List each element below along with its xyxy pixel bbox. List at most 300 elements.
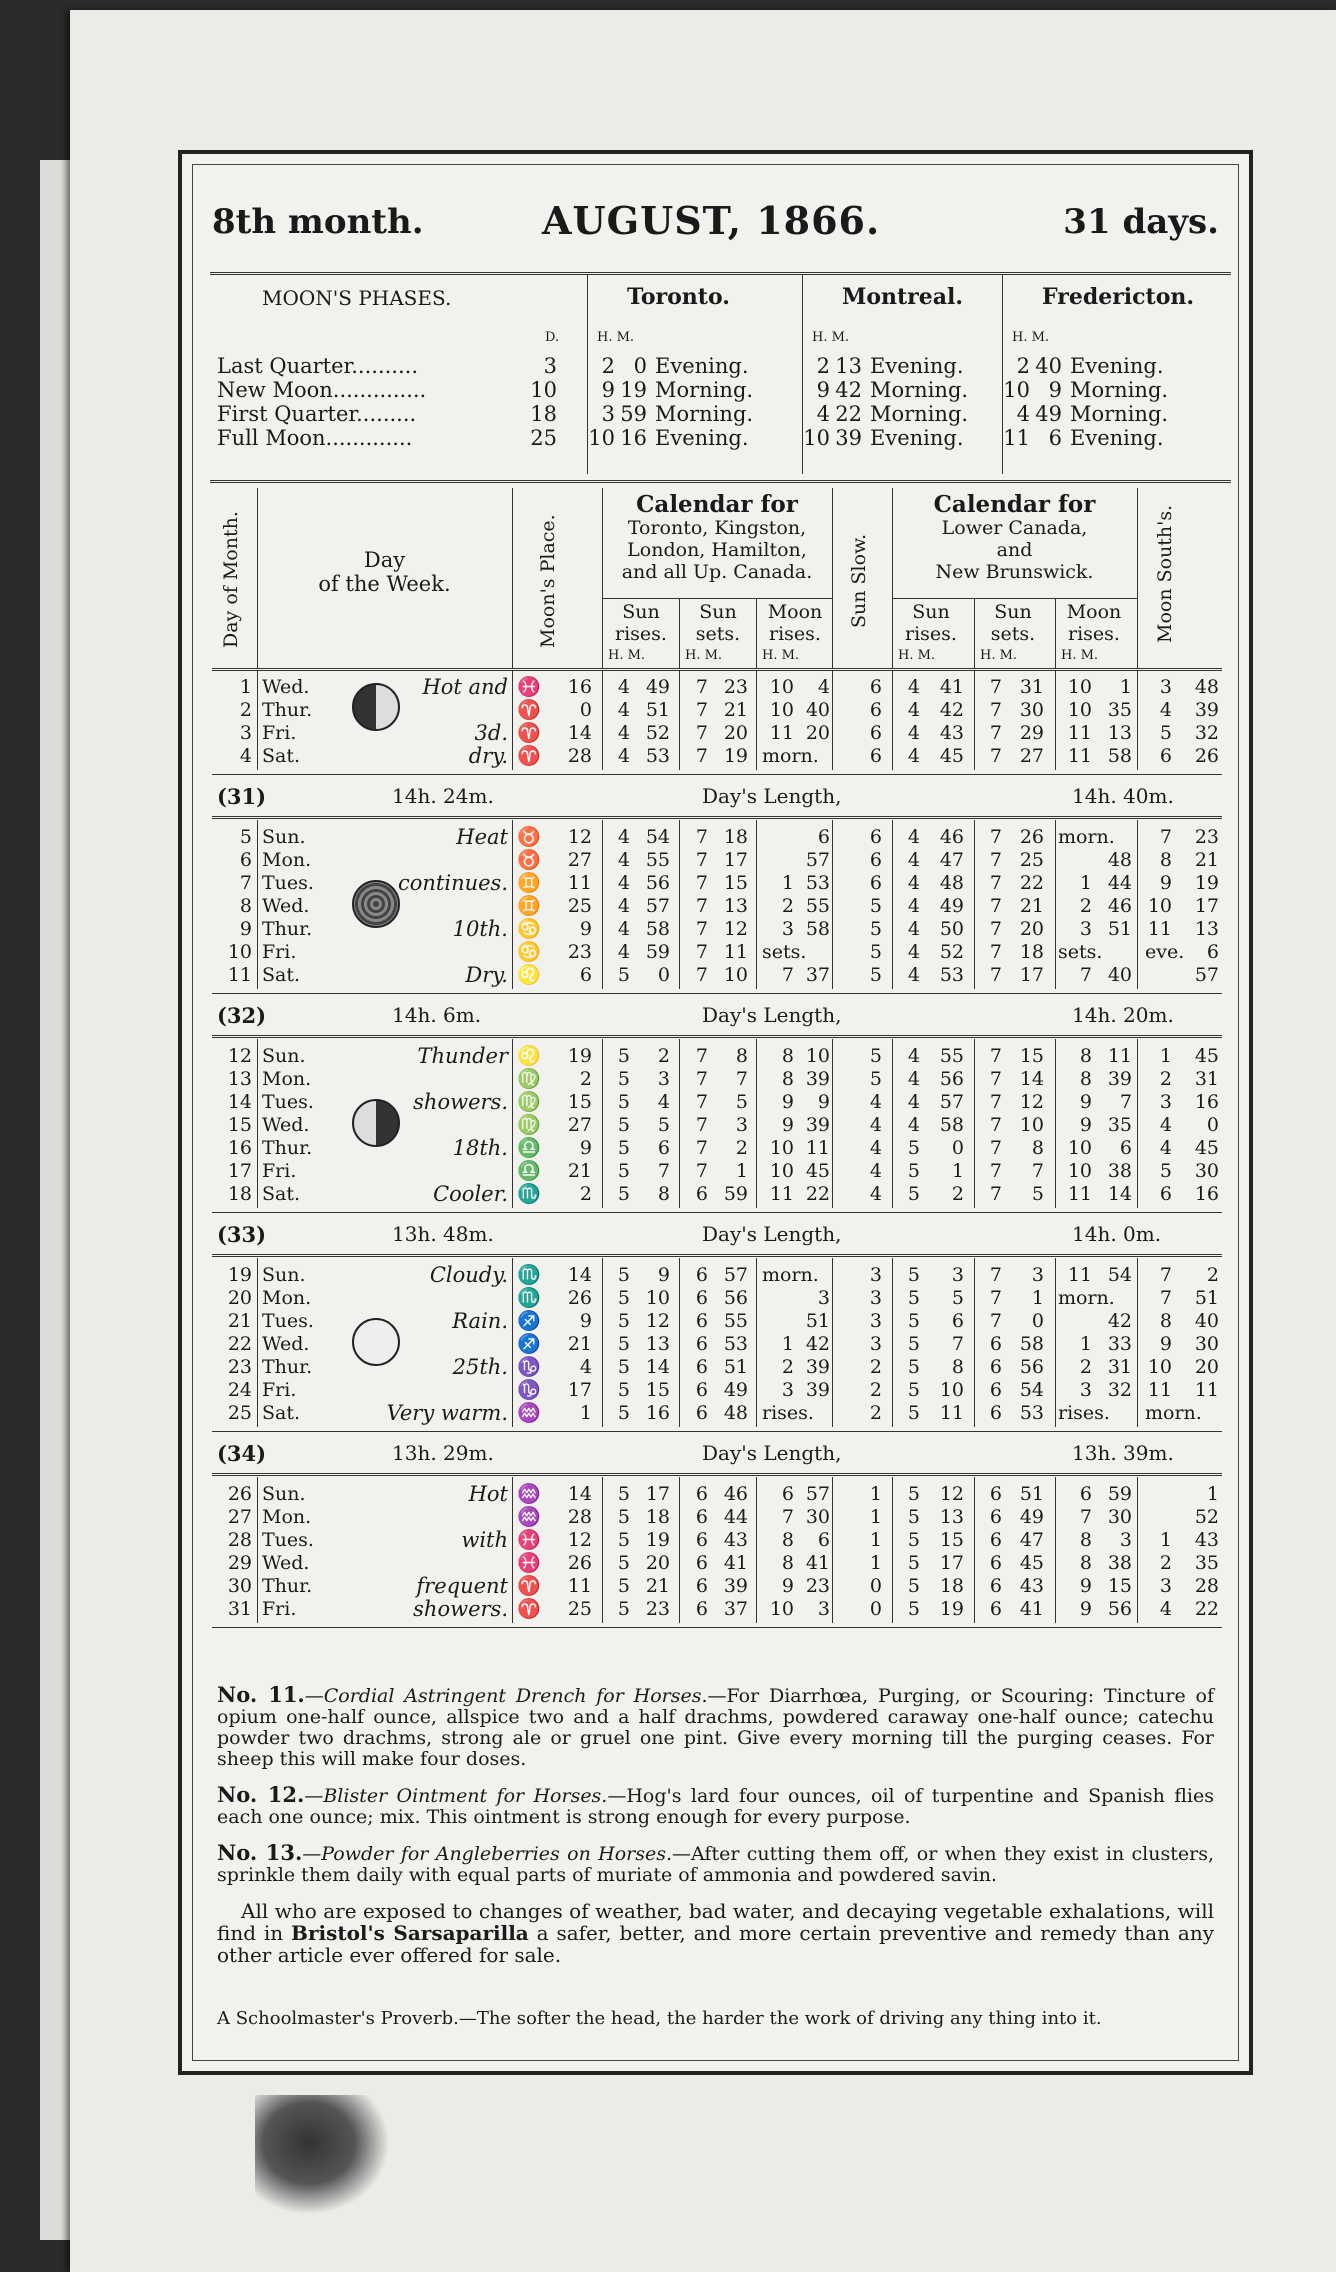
- sunset-hour: 7: [695, 826, 708, 848]
- sunset-minute: 29: [1019, 722, 1044, 744]
- divider: [974, 598, 975, 668]
- sunset-minute: 30: [1019, 699, 1044, 721]
- moonrise-hour: 8: [781, 1045, 794, 1067]
- sunrise-minute: 53: [939, 964, 964, 986]
- moonrise-hour: 6: [1079, 1483, 1092, 1505]
- hm-head: H. M.: [980, 648, 1018, 663]
- sunrise-hour: 4: [617, 941, 630, 963]
- zodiac-sign: ♓: [517, 1552, 541, 1574]
- moon-south-minute: 6: [1206, 941, 1219, 963]
- sunset-minute: 15: [723, 872, 748, 894]
- divider: [892, 820, 893, 989]
- sunrise-hour: 4: [617, 895, 630, 917]
- moon-place-degree: 0: [579, 699, 592, 721]
- day-number: 26: [227, 1483, 252, 1505]
- moon-south-hour: 2: [1159, 1068, 1172, 1090]
- sunset-hour: 7: [989, 1137, 1002, 1159]
- divider: [602, 598, 832, 599]
- sunrise-minute: 7: [951, 1333, 964, 1355]
- weekday: Fri.: [262, 722, 297, 744]
- day-number: 17: [227, 1160, 252, 1182]
- page-title: AUGUST, 1866.: [542, 198, 881, 243]
- divider: [756, 1258, 757, 1427]
- sun-slow-value: 4: [869, 1137, 882, 1159]
- zodiac-sign: ♒: [517, 1402, 541, 1424]
- phase-minute: 0: [633, 354, 647, 378]
- moonrise-hour: 7: [1079, 1506, 1092, 1528]
- moonrise-hour: 10: [769, 1598, 794, 1620]
- moonrise-minute: 46: [1107, 895, 1132, 917]
- sunset-minute: 31: [1019, 676, 1044, 698]
- sunset-minute: 7: [735, 1068, 748, 1090]
- recipe-note: [217, 1842, 1214, 1886]
- sunrise-minute: 4: [657, 1091, 670, 1113]
- divider: [1137, 1039, 1138, 1208]
- note-number: No. 12.: [217, 1782, 305, 1807]
- weather-note: 3d.: [474, 721, 508, 745]
- sunrise-minute: 53: [645, 745, 670, 767]
- moon-south-hour: 4: [1159, 1137, 1172, 1159]
- weekday: Sat.: [262, 1183, 301, 1205]
- sunrise-hour: 5: [617, 1310, 630, 1332]
- divider: [512, 1039, 513, 1208]
- moon-south-minute: 57: [1194, 964, 1219, 986]
- note-text: —Hog's lard four ounces, oil of turpentine and Spanish flies each one ounce; mix. This ointment is strong enough for every purpose.: [217, 1785, 1214, 1828]
- sunrise-hour: 5: [907, 1552, 920, 1574]
- sunset-minute: 3: [735, 1114, 748, 1136]
- sunrise-hour: 5: [617, 1506, 630, 1528]
- moon-place-degree: 12: [567, 826, 592, 848]
- sunset-minute: 53: [723, 1333, 748, 1355]
- phase-minute: 39: [835, 426, 862, 450]
- weekday: Mon.: [262, 1068, 312, 1090]
- sub-head: Moon rises.: [1066, 601, 1122, 645]
- moonrise-hour: 10: [1067, 1137, 1092, 1159]
- zodiac-sign: ♓: [517, 1529, 541, 1551]
- weather-note: Cloudy.: [429, 1263, 508, 1287]
- moonrise-minute: 30: [805, 1506, 830, 1528]
- sunrise-hour: 5: [907, 1333, 920, 1355]
- sunrise-minute: 13: [939, 1506, 964, 1528]
- sun-slow-value: 6: [869, 826, 882, 848]
- day-number: 11: [227, 964, 252, 986]
- sunrise-minute: 50: [939, 918, 964, 940]
- zodiac-sign: ♐: [517, 1333, 541, 1355]
- moonrise-hour: 10: [769, 1137, 794, 1159]
- sunrise-minute: 0: [657, 964, 670, 986]
- moon-south-minute: 26: [1194, 745, 1219, 767]
- moonrise-minute: 44: [1107, 872, 1132, 894]
- sun-slow-value: 1: [869, 1483, 882, 1505]
- sun-slow-value: 5: [869, 1045, 882, 1067]
- sunset-hour: 7: [695, 745, 708, 767]
- sunrise-hour: 4: [617, 676, 630, 698]
- sunset-minute: 43: [723, 1529, 748, 1551]
- col-day-of-month: Day of Month.: [220, 511, 242, 648]
- sunset-minute: 51: [723, 1356, 748, 1378]
- moon-place-degree: 11: [567, 1575, 592, 1597]
- weekday: Wed.: [262, 1333, 310, 1355]
- weekday: Sun.: [262, 1264, 306, 1286]
- sunrise-hour: 5: [617, 1264, 630, 1286]
- day-number: 18: [227, 1183, 252, 1205]
- moonrise-minute: 51: [805, 1310, 830, 1332]
- moonrise-word: sets.: [762, 941, 807, 963]
- sunrise-minute: 11: [939, 1402, 964, 1424]
- sunset-minute: 25: [1019, 849, 1044, 871]
- day-number: 30: [227, 1575, 252, 1597]
- moonrise-hour: 10: [1067, 1160, 1092, 1182]
- moonrise-minute: 45: [805, 1160, 830, 1182]
- day-number: 19: [227, 1264, 252, 1286]
- sunset-hour: 7: [989, 826, 1002, 848]
- moonrise-minute: 6: [817, 826, 830, 848]
- moonrise-hour: 1: [781, 1333, 794, 1355]
- sunset-minute: 49: [723, 1379, 748, 1401]
- moon-place-degree: 14: [567, 1264, 592, 1286]
- sunset-minute: 3: [1031, 1264, 1044, 1286]
- weather-note: Hot: [468, 1482, 508, 1506]
- sunrise-minute: 10: [645, 1287, 670, 1309]
- moonrise-minute: 59: [1107, 1483, 1132, 1505]
- sunrise-hour: 4: [617, 872, 630, 894]
- sunset-hour: 6: [695, 1379, 708, 1401]
- day-number: 22: [227, 1333, 252, 1355]
- sunrise-minute: 18: [939, 1575, 964, 1597]
- sunset-hour: 6: [695, 1402, 708, 1424]
- moon-south-minute: 28: [1194, 1575, 1219, 1597]
- zodiac-sign: ♍: [517, 1091, 541, 1113]
- day-number: 31: [227, 1598, 252, 1620]
- note-text: —After cutting them off, or when they exist in clusters, sprinkle them daily with equal parts of muriate of ammonia and powdered savin.: [217, 1843, 1215, 1886]
- divider: [1055, 1258, 1056, 1427]
- sunrise-minute: 8: [657, 1183, 670, 1205]
- sunset-hour: 6: [989, 1529, 1002, 1551]
- day-length-upper: 13h. 48m.: [392, 1222, 494, 1246]
- weather-note: showers.: [413, 1090, 508, 1114]
- sunset-hour: 6: [989, 1333, 1002, 1355]
- moonrise-minute: 54: [1107, 1264, 1132, 1286]
- sun-slow-value: 6: [869, 745, 882, 767]
- sunset-hour: 7: [695, 1068, 708, 1090]
- sunset-hour: 6: [695, 1575, 708, 1597]
- moonrise-minute: 42: [1107, 1310, 1132, 1332]
- sunrise-hour: 4: [907, 941, 920, 963]
- sunset-hour: 7: [989, 1068, 1002, 1090]
- phase-hour: 9: [816, 378, 830, 402]
- day-number: 27: [227, 1506, 252, 1528]
- moon-place-degree: 2: [579, 1068, 592, 1090]
- sunset-hour: 7: [989, 941, 1002, 963]
- moonrise-minute: 10: [805, 1045, 830, 1067]
- phase-name: First Quarter.........: [217, 402, 417, 426]
- zodiac-sign: ♍: [517, 1068, 541, 1090]
- sunrise-minute: 18: [645, 1506, 670, 1528]
- moonrise-minute: 7: [1119, 1091, 1132, 1113]
- moonrise-hour: 8: [1079, 1068, 1092, 1090]
- week-number: (31): [217, 784, 267, 809]
- moon-south-hour: 5: [1159, 722, 1172, 744]
- sunset-hour: 7: [989, 849, 1002, 871]
- divider: [257, 1258, 258, 1427]
- sunrise-minute: 54: [645, 826, 670, 848]
- sunrise-hour: 4: [907, 872, 920, 894]
- sunset-minute: 53: [1019, 1402, 1044, 1424]
- phase-period: Evening.: [1070, 426, 1164, 450]
- sub-head: Sun sets.: [695, 601, 741, 645]
- sunrise-hour: 5: [907, 1379, 920, 1401]
- sunrise-minute: 7: [657, 1160, 670, 1182]
- sunrise-hour: 5: [617, 1137, 630, 1159]
- divider: [512, 820, 513, 989]
- phase-hour: 4: [1016, 402, 1030, 426]
- day-number: 29: [227, 1552, 252, 1574]
- sunrise-hour: 4: [907, 849, 920, 871]
- sunset-minute: 5: [735, 1091, 748, 1113]
- moonrise-word: morn.: [762, 745, 819, 767]
- sunset-minute: 49: [1019, 1506, 1044, 1528]
- sunrise-hour: 4: [617, 722, 630, 744]
- moonrise-hour: 7: [781, 1506, 794, 1528]
- sunrise-hour: 5: [617, 1379, 630, 1401]
- zodiac-sign: ♎: [517, 1160, 541, 1182]
- moon-south-hour: 4: [1159, 1114, 1172, 1136]
- sunset-hour: 7: [695, 918, 708, 940]
- moon-place-degree: 17: [567, 1379, 592, 1401]
- moonrise-word: sets.: [1058, 941, 1103, 963]
- moon-phase-icon: [352, 1318, 400, 1366]
- moonrise-minute: 11: [805, 1137, 830, 1159]
- sunset-minute: 46: [723, 1483, 748, 1505]
- sunset-minute: 48: [723, 1402, 748, 1424]
- sunrise-minute: 52: [939, 941, 964, 963]
- sunset-hour: 7: [989, 745, 1002, 767]
- sunrise-minute: 1: [951, 1160, 964, 1182]
- sub-head: Sun rises.: [905, 601, 957, 645]
- sunrise-hour: 5: [907, 1310, 920, 1332]
- moonrise-minute: 14: [1107, 1183, 1132, 1205]
- divider: [892, 598, 1137, 599]
- divider: [1055, 598, 1056, 668]
- divider: [257, 1477, 258, 1623]
- sun-slow-value: 4: [869, 1183, 882, 1205]
- col-sun-slow: Sun Slow.: [848, 533, 870, 628]
- phase-hour: 4: [816, 402, 830, 426]
- phase-day: 3: [543, 354, 557, 378]
- divider: [602, 1258, 603, 1427]
- moonrise-hour: 10: [769, 1160, 794, 1182]
- moon-south-word: eve.: [1145, 941, 1185, 963]
- sunrise-hour: 5: [617, 1160, 630, 1182]
- sunset-hour: 7: [989, 1264, 1002, 1286]
- moonrise-hour: 8: [781, 1068, 794, 1090]
- moon-place-degree: 19: [567, 1045, 592, 1067]
- divider: [1137, 488, 1138, 668]
- moonrise-minute: 23: [805, 1575, 830, 1597]
- day-length-label: Day's Length,: [702, 1003, 842, 1027]
- weekday: Thur.: [262, 1356, 313, 1378]
- col-calendar-upper: [602, 492, 832, 584]
- day-number: 6: [239, 849, 252, 871]
- moonrise-hour: 11: [769, 1183, 794, 1205]
- divider: [974, 1039, 975, 1208]
- sunrise-minute: 49: [645, 676, 670, 698]
- moon-south-minute: 0: [1206, 1114, 1219, 1136]
- weather-note: Heat: [456, 825, 508, 849]
- sunset-hour: 7: [989, 895, 1002, 917]
- moonrise-minute: 3: [817, 1287, 830, 1309]
- sun-slow-value: 3: [869, 1333, 882, 1355]
- moonrise-hour: 9: [781, 1575, 794, 1597]
- moon-place-degree: 21: [567, 1160, 592, 1182]
- zodiac-sign: ♈: [517, 745, 541, 767]
- weekday: Wed.: [262, 1114, 310, 1136]
- phases-label: MOON'S PHASES.: [262, 286, 452, 310]
- sunset-minute: 58: [1019, 1333, 1044, 1355]
- sunrise-minute: 2: [951, 1183, 964, 1205]
- city-name: Toronto.: [627, 284, 730, 310]
- sunset-hour: 7: [989, 1160, 1002, 1182]
- sunrise-minute: 45: [939, 745, 964, 767]
- sunrise-hour: 4: [907, 676, 920, 698]
- sunrise-minute: 10: [939, 1379, 964, 1401]
- zodiac-sign: ♋: [517, 941, 541, 963]
- sunset-minute: 18: [1019, 941, 1044, 963]
- weather-note: continues.: [397, 871, 508, 895]
- moonrise-minute: 53: [805, 872, 830, 894]
- sunset-minute: 19: [723, 745, 748, 767]
- weather-note: 25th.: [452, 1355, 508, 1379]
- weekday: Thur.: [262, 918, 313, 940]
- sunset-minute: 47: [1019, 1529, 1044, 1551]
- moonrise-hour: 10: [1067, 676, 1092, 698]
- moon-south-hour: 3: [1159, 676, 1172, 698]
- sunset-minute: 7: [1031, 1160, 1044, 1182]
- sunrise-minute: 57: [645, 895, 670, 917]
- phase-minute: 42: [835, 378, 862, 402]
- sunset-minute: 13: [723, 895, 748, 917]
- phase-period: Evening.: [870, 426, 964, 450]
- moonrise-minute: 38: [1107, 1160, 1132, 1182]
- sunset-hour: 7: [989, 872, 1002, 894]
- weekday: Wed.: [262, 895, 310, 917]
- phase-period: Morning.: [655, 402, 754, 426]
- moon-south-minute: 30: [1194, 1333, 1219, 1355]
- moonrise-hour: 10: [1067, 699, 1092, 721]
- sunset-minute: 8: [735, 1045, 748, 1067]
- sunset-minute: 27: [1019, 745, 1044, 767]
- weekday: Tues.: [262, 1091, 314, 1113]
- moonrise-hour: 7: [1079, 964, 1092, 986]
- sunrise-minute: 56: [939, 1068, 964, 1090]
- moonrise-hour: 8: [1079, 1529, 1092, 1551]
- divider: [212, 816, 1222, 819]
- phase-name: Last Quarter..........: [217, 354, 419, 378]
- divider: [1137, 1258, 1138, 1427]
- moon-place-degree: 14: [567, 722, 592, 744]
- divider: [679, 1477, 680, 1623]
- divider: [1055, 1039, 1056, 1208]
- moon-south-minute: 16: [1194, 1183, 1219, 1205]
- divider: [1055, 1477, 1056, 1623]
- sunset-minute: 1: [1031, 1287, 1044, 1309]
- moonrise-hour: 9: [781, 1091, 794, 1113]
- divider: [212, 1431, 1222, 1432]
- sunset-minute: 55: [723, 1310, 748, 1332]
- sunrise-minute: 41: [939, 676, 964, 698]
- divider: [212, 774, 1222, 775]
- zodiac-sign: ♉: [517, 826, 541, 848]
- divider: [212, 993, 1222, 994]
- note-number: No. 13.: [217, 1840, 303, 1865]
- phase-period: Morning.: [1070, 378, 1169, 402]
- moon-south-minute: 51: [1194, 1287, 1219, 1309]
- divider: [756, 670, 757, 770]
- weekday: Thur.: [262, 1575, 313, 1597]
- divider: [212, 1254, 1222, 1257]
- moon-south-minute: 31: [1194, 1068, 1219, 1090]
- sunset-hour: 6: [695, 1598, 708, 1620]
- sunrise-minute: 5: [951, 1287, 964, 1309]
- moon-south-hour: 11: [1147, 918, 1172, 940]
- sunset-minute: 45: [1019, 1552, 1044, 1574]
- divider: [974, 670, 975, 770]
- moon-south-minute: 13: [1194, 918, 1219, 940]
- weekday: Tues.: [262, 1529, 314, 1551]
- divider: [832, 670, 833, 770]
- moonrise-minute: 57: [805, 1483, 830, 1505]
- ad-text: All who are exposed to changes of weather, bad water, and decaying vegetable exhalations, will find in: [217, 1899, 1214, 1945]
- sunset-hour: 7: [989, 1310, 1002, 1332]
- sunset-hour: 6: [695, 1483, 708, 1505]
- moon-south-minute: 1: [1206, 1483, 1219, 1505]
- weather-note: 18th.: [452, 1136, 508, 1160]
- divider: [892, 1039, 893, 1208]
- weather-note: Rain.: [452, 1309, 508, 1333]
- moon-place-degree: 16: [567, 676, 592, 698]
- moonrise-hour: 8: [781, 1529, 794, 1551]
- phase-minute: 49: [1035, 402, 1062, 426]
- zodiac-sign: ♈: [517, 1575, 541, 1597]
- moon-south-minute: 43: [1194, 1529, 1219, 1551]
- col-moon-place: Moon's Place.: [537, 514, 559, 648]
- divider: [212, 1473, 1222, 1476]
- moon-south-hour: 10: [1147, 895, 1172, 917]
- sunset-minute: 20: [1019, 918, 1044, 940]
- day-length-lower: 14h. 20m.: [1072, 1003, 1174, 1027]
- sunrise-minute: 46: [939, 826, 964, 848]
- weekday: Sun.: [262, 1483, 306, 1505]
- zodiac-sign: ♈: [517, 722, 541, 744]
- sunrise-hour: 5: [617, 1091, 630, 1113]
- sunrise-hour: 5: [907, 1483, 920, 1505]
- moonrise-minute: 39: [805, 1068, 830, 1090]
- phase-hour: 2: [1016, 354, 1030, 378]
- day-length-lower: 14h. 40m.: [1072, 784, 1174, 808]
- col-calendar-lower: [892, 492, 1137, 584]
- sunset-hour: 7: [695, 872, 708, 894]
- sunrise-minute: 20: [645, 1552, 670, 1574]
- divider: [257, 670, 258, 770]
- moonrise-minute: 13: [1107, 722, 1132, 744]
- divider: [602, 820, 603, 989]
- sun-slow-value: 1: [869, 1506, 882, 1528]
- moonrise-hour: 1: [1079, 872, 1092, 894]
- sub-head: Sun rises.: [615, 601, 667, 645]
- moon-south-minute: 39: [1194, 699, 1219, 721]
- recipe-note: [217, 1684, 1214, 1770]
- phase-name: New Moon..............: [217, 378, 427, 402]
